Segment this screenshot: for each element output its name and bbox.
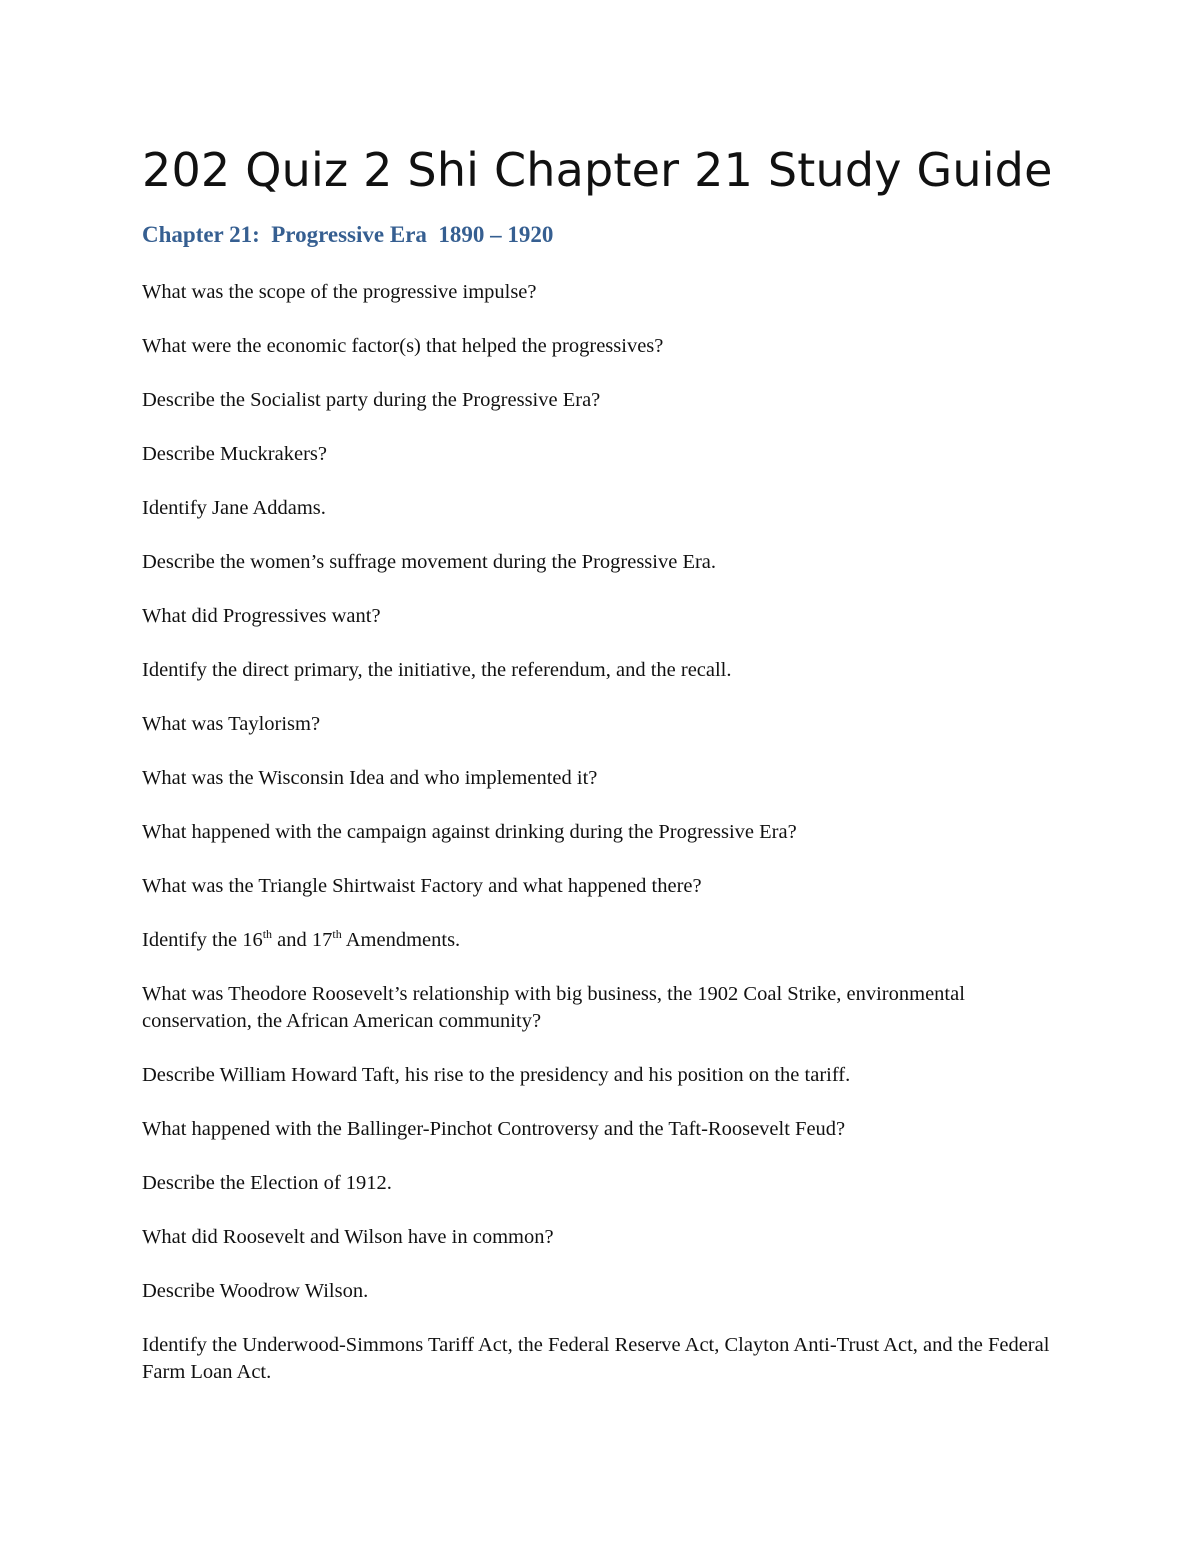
study-question: Describe Woodrow Wilson. xyxy=(142,1280,369,1302)
question-list xyxy=(142,279,1052,1386)
study-question: What was Theodore Roosevelt’s relationship with big business, the 1902 Coal Strike, environmental conservation, the African American community? xyxy=(142,983,965,1032)
question-text-part: and 17 xyxy=(272,929,333,951)
study-question: What was the Wisconsin Idea and who implemented it? xyxy=(142,767,598,789)
study-question: Identify the Underwood-Simmons Tariff Act, the Federal Reserve Act, Clayton Anti-Trust Act, and the Federal Farm Loan Act. xyxy=(142,1334,1050,1383)
study-question: What was the Triangle Shirtwaist Factory and what happened there? xyxy=(142,875,702,897)
study-question xyxy=(142,927,1052,954)
study-question: Identify the direct primary, the initiative, the referendum, and the recall. xyxy=(142,659,732,681)
study-question: Describe Muckrakers? xyxy=(142,443,327,465)
study-question: Describe William Howard Taft, his rise to the presidency and his position on the tariff. xyxy=(142,1064,851,1086)
study-question: What happened with the Ballinger-Pinchot Controversy and the Taft-Roosevelt Feud? xyxy=(142,1118,846,1140)
study-question: What was the scope of the progressive impulse? xyxy=(142,281,537,303)
study-question: What happened with the campaign against drinking during the Progressive Era? xyxy=(142,821,797,843)
study-question: What were the economic factor(s) that helped the progressives? xyxy=(142,335,664,357)
question-text-part: Identify the 16 xyxy=(142,929,263,951)
question-text-part: Amendments. xyxy=(341,929,461,951)
study-question: Identify Jane Addams. xyxy=(142,497,326,519)
study-question: Describe the Socialist party during the Progressive Era? xyxy=(142,389,601,411)
chapter-heading: Chapter 21: Progressive Era 1890 – 1920 xyxy=(142,222,554,247)
study-question: What did Progressives want? xyxy=(142,605,381,627)
study-question: What was Taylorism? xyxy=(142,713,321,735)
study-question: Describe the Election of 1912. xyxy=(142,1172,392,1194)
document-title: 202 Quiz 2 Shi Chapter 21 Study Guide xyxy=(142,143,1053,197)
ordinal-superscript: th xyxy=(262,927,273,942)
study-question: What did Roosevelt and Wilson have in common? xyxy=(142,1226,554,1248)
ordinal-superscript: th xyxy=(332,927,342,942)
study-question: Describe the women’s suffrage movement during the Progressive Era. xyxy=(142,551,717,573)
document-content xyxy=(142,140,1052,1413)
